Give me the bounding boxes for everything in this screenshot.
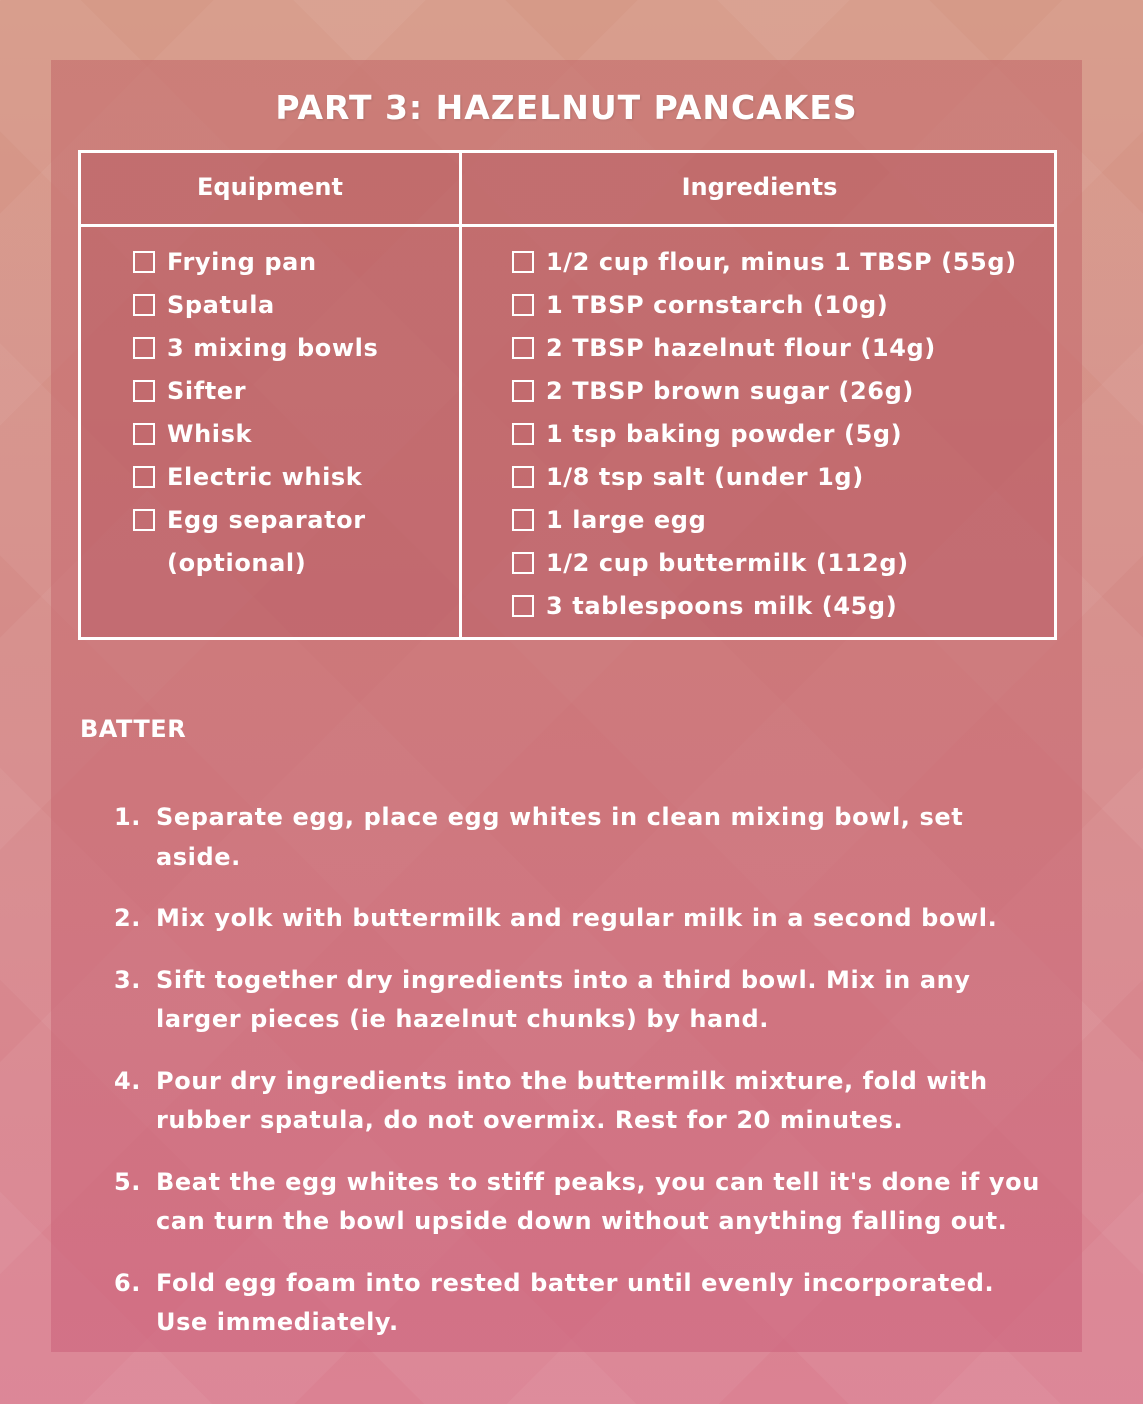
ingredient-item — [512, 499, 1017, 542]
equipment-item — [133, 327, 378, 370]
equipment-ingredients-table — [78, 150, 1057, 640]
equipment-label: Spatula — [167, 291, 275, 319]
checkbox[interactable] — [512, 294, 534, 316]
step-text: Separate egg, place egg whites in clean mixing bowl, set aside. — [156, 803, 964, 871]
step-text: Pour dry ingredients into the buttermilk mixture, fold with rubber spatula, do not overmix. Rest for 20 minutes. — [156, 1066, 988, 1134]
equipment-list — [133, 241, 378, 585]
step-item — [114, 1264, 1054, 1343]
ingredient-item — [512, 542, 1017, 585]
checkbox[interactable] — [512, 337, 534, 359]
checkbox[interactable] — [133, 423, 155, 445]
page-title: PART 3: HAZELNUT PANCAKES — [275, 88, 858, 127]
step-number: 1. — [114, 803, 142, 831]
checkbox[interactable] — [512, 251, 534, 273]
header-divider — [81, 224, 1054, 227]
checkbox[interactable] — [512, 595, 534, 617]
ingredient-item — [512, 456, 1017, 499]
ingredient-item — [512, 327, 1017, 370]
ingredient-item — [512, 413, 1017, 456]
ingredient-label: 2 TBSP hazelnut flour (14g) — [546, 334, 936, 362]
equipment-item — [133, 241, 378, 284]
checkbox[interactable] — [512, 423, 534, 445]
step-number: 5. — [114, 1167, 142, 1196]
checkbox[interactable] — [133, 294, 155, 316]
equipment-label: Egg separator (optional) — [167, 506, 366, 577]
equipment-header: Equipment — [197, 173, 343, 201]
step-text: Sift together dry ingredients into a third bowl. Mix in any larger pieces (ie hazelnut chunks) by hand. — [156, 965, 971, 1033]
batter-heading: BATTER — [80, 715, 187, 743]
equipment-label: Electric whisk — [167, 463, 363, 491]
step-number: 4. — [114, 1066, 142, 1095]
ingredient-item — [512, 284, 1017, 327]
checkbox[interactable] — [133, 337, 155, 359]
step-number: 2. — [114, 904, 142, 932]
ingredient-item — [512, 585, 1017, 628]
equipment-label: Whisk — [167, 420, 253, 448]
ingredient-item — [512, 370, 1017, 413]
equipment-item — [133, 456, 378, 499]
ingredient-item — [512, 241, 1017, 284]
ingredient-label: 1 TBSP cornstarch (10g) — [546, 291, 889, 319]
equipment-label: Frying pan — [167, 248, 317, 276]
step-text: Beat the egg whites to stiff peaks, you can tell it's done if you can turn the bowl upside down without anything falling out. — [156, 1167, 1040, 1235]
step-item — [114, 1163, 1054, 1242]
step-item — [114, 798, 1054, 877]
ingredient-label: 3 tablespoons milk (45g) — [546, 592, 898, 620]
ingredient-label: 1 tsp baking powder (5g) — [546, 420, 903, 448]
ingredient-label: 1 large egg — [546, 506, 707, 534]
checkbox[interactable] — [133, 251, 155, 273]
step-item — [114, 961, 1054, 1040]
ingredient-label: 1/2 cup flour, minus 1 TBSP (55g) — [546, 248, 1017, 276]
ingredient-label: 1/2 cup buttermilk (112g) — [546, 549, 909, 577]
recipe-card — [51, 60, 1082, 1352]
equipment-item — [133, 284, 378, 327]
equipment-label: Sifter — [167, 377, 247, 405]
checkbox[interactable] — [512, 552, 534, 574]
equipment-item — [133, 413, 378, 456]
checkbox[interactable] — [512, 466, 534, 488]
equipment-item — [133, 499, 378, 585]
equipment-label: 3 mixing bowls — [167, 334, 379, 362]
ingredients-list — [512, 241, 1017, 628]
checkbox[interactable] — [133, 509, 155, 531]
checkbox[interactable] — [133, 380, 155, 402]
checkbox[interactable] — [133, 466, 155, 488]
step-text: Mix yolk with buttermilk and regular milk in a second bowl. — [156, 904, 998, 932]
equipment-item — [133, 370, 378, 413]
step-number: 3. — [114, 965, 142, 994]
ingredient-label: 2 TBSP brown sugar (26g) — [546, 377, 914, 405]
step-item — [114, 899, 1054, 939]
step-item — [114, 1062, 1054, 1141]
step-number: 6. — [114, 1268, 142, 1297]
checkbox[interactable] — [512, 380, 534, 402]
ingredient-label: 1/8 tsp salt (under 1g) — [546, 463, 864, 491]
batter-steps — [114, 798, 1054, 1365]
checkbox[interactable] — [512, 509, 534, 531]
step-text: Fold egg foam into rested batter until evenly incorporated. Use immediately. — [156, 1268, 995, 1336]
ingredients-header: Ingredients — [681, 173, 838, 201]
